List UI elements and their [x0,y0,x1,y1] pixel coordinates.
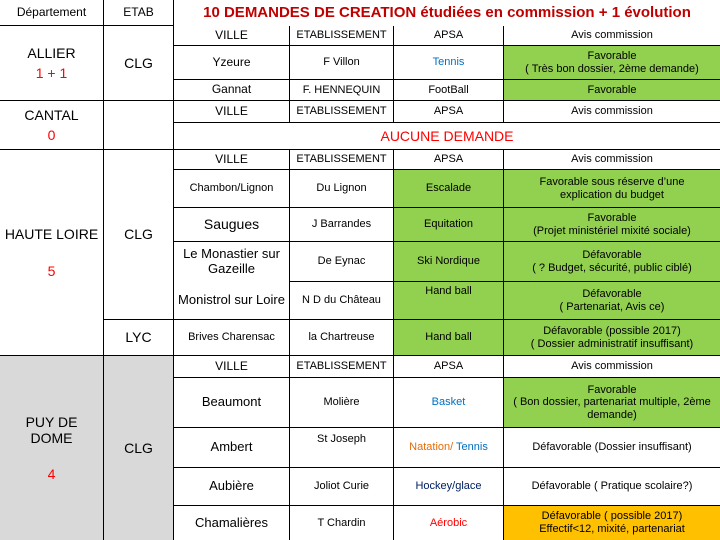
cell-avis: Défavorable ( Pratique scolaire?) [504,468,720,506]
cell-etablissement: F Villon [290,46,394,80]
cell-apsa: FootBall [394,80,504,101]
cell-avis [504,320,720,356]
cell-etablissement: Joliot Curie [290,468,394,506]
avis-detail: (Projet ministériel mixité sociale) [533,224,691,237]
cell-apsa [394,428,504,468]
cell-ville: Le Monastier sur Gazeille [174,242,290,282]
avis-line: Défavorable (possible 2017) [543,324,681,337]
cell-ville: Aubière [174,468,290,506]
col-header-avis: Avis commission [504,26,720,46]
cell-avis: Favorable [504,80,720,101]
etab-type: CLG [104,26,174,101]
cell-apsa: Ski Nordique [394,242,504,282]
cell-etablissement: T Chardin [290,506,394,540]
avis-line: Favorable [587,211,637,224]
cell-ville: Yzeure [174,46,290,80]
etab-type-clg: CLG [104,150,174,320]
col-header-etablissement: ETABLISSEMENT [290,356,394,378]
avis-detail: ( Dossier administratif insuffisant) [530,337,694,350]
cell-avis [504,46,720,80]
dept-haute-loire [0,150,104,356]
cell-etablissement: N D du Château [290,282,394,320]
avis-line: Favorable [587,383,637,396]
cell-avis [504,242,720,282]
cell-avis [504,506,720,540]
dept-count: 5 [47,262,56,279]
cell-etablissement: St Joseph [290,428,394,468]
header-departement: Département [0,0,104,26]
avis-detail: ( Bon dossier, partenariat multiple, 2ème demande) [513,396,711,421]
header-etab: ETAB [104,0,174,26]
cell-ville: Chamalières [174,506,290,540]
etab-type [104,101,174,150]
cell-etablissement: Du Lignon [290,170,394,208]
avis-line: Favorable [587,49,637,62]
col-header-avis: Avis commission [504,356,720,378]
col-header-ville: VILLE [174,101,290,123]
avis-line: Défavorable [582,248,642,261]
cell-etablissement: F. HENNEQUIN [290,80,394,101]
avis-detail: Effectif<12, mixité, partenariat [539,523,685,535]
cell-apsa: Aérobic [394,506,504,540]
cell-ville: Chambon/Lignon [174,170,290,208]
dept-name: HAUTE LOIRE [4,226,99,243]
avis-detail: ( ? Budget, sécurité, public ciblé) [532,261,692,274]
dept-name: PUY DE DOME [25,413,78,446]
cell-ville: Gannat [174,80,290,101]
cell-avis: Défavorable (Dossier insuffisant) [504,428,720,468]
cell-avis [504,378,720,428]
avis-line: Défavorable [582,287,642,300]
cell-apsa: Hand ball [394,282,504,320]
cell-avis [504,282,720,320]
avis-detail: ( Très bon dossier, 2ème demande) [525,62,699,75]
dept-cantal [0,101,104,150]
col-header-apsa: APSA [394,150,504,170]
cell-avis [504,208,720,242]
cell-avis: Favorable sous réserve d’une explication du budget [504,170,720,208]
cell-etablissement: J Barrandes [290,208,394,242]
cantal-no-request: AUCUNE DEMANDE [174,123,720,150]
cell-apsa: Equitation [394,208,504,242]
cell-ville: Saugues [174,208,290,242]
apsa-part: Natation/ [409,441,454,454]
dept-puy-de-dome [0,356,104,540]
cell-ville: Ambert [174,428,290,468]
dept-count: 4 [47,466,56,483]
cell-apsa: Hockey/glace [394,468,504,506]
page-title: 10 DEMANDES DE CREATION étudiées en commission + 1 évolution [203,4,691,22]
dept-count: 0 [47,127,56,143]
col-header-etablissement: ETABLISSEMENT [290,101,394,123]
cell-etablissement: Molière [290,378,394,428]
col-header-apsa: APSA [394,26,504,46]
cell-ville: Monistrol sur Loire [174,282,290,320]
col-header-etablissement: ETABLISSEMENT [290,26,394,46]
cell-apsa: Hand ball [394,320,504,356]
col-header-etablissement: ETABLISSEMENT [290,150,394,170]
cell-etablissement: De Eynac [290,242,394,282]
avis-line: Défavorable ( possible 2017) [541,510,683,523]
col-header-ville: VILLE [174,356,290,378]
col-header-apsa: APSA [394,356,504,378]
avis-detail: ( Partenariat, Avis ce) [559,300,665,313]
dept-count: 1 + 1 [35,65,68,81]
cell-apsa: Basket [394,378,504,428]
etab-type: CLG [104,356,174,540]
cell-etablissement: la Chartreuse [290,320,394,356]
cell-ville: Beaumont [174,378,290,428]
cell-apsa: Tennis [394,46,504,80]
col-header-apsa: APSA [394,101,504,123]
etab-type-lyc: LYC [104,320,174,356]
cell-apsa: Escalade [394,170,504,208]
dept-name: CANTAL [24,106,79,123]
col-header-ville: VILLE [174,150,290,170]
dept-name: ALLIER [27,44,76,61]
dept-allier [0,26,104,101]
apsa-part: Tennis [453,441,488,454]
col-header-avis: Avis commission [504,101,720,123]
col-header-ville: VILLE [174,26,290,46]
col-header-avis: Avis commission [504,150,720,170]
cell-ville: Brives Charensac [174,320,290,356]
